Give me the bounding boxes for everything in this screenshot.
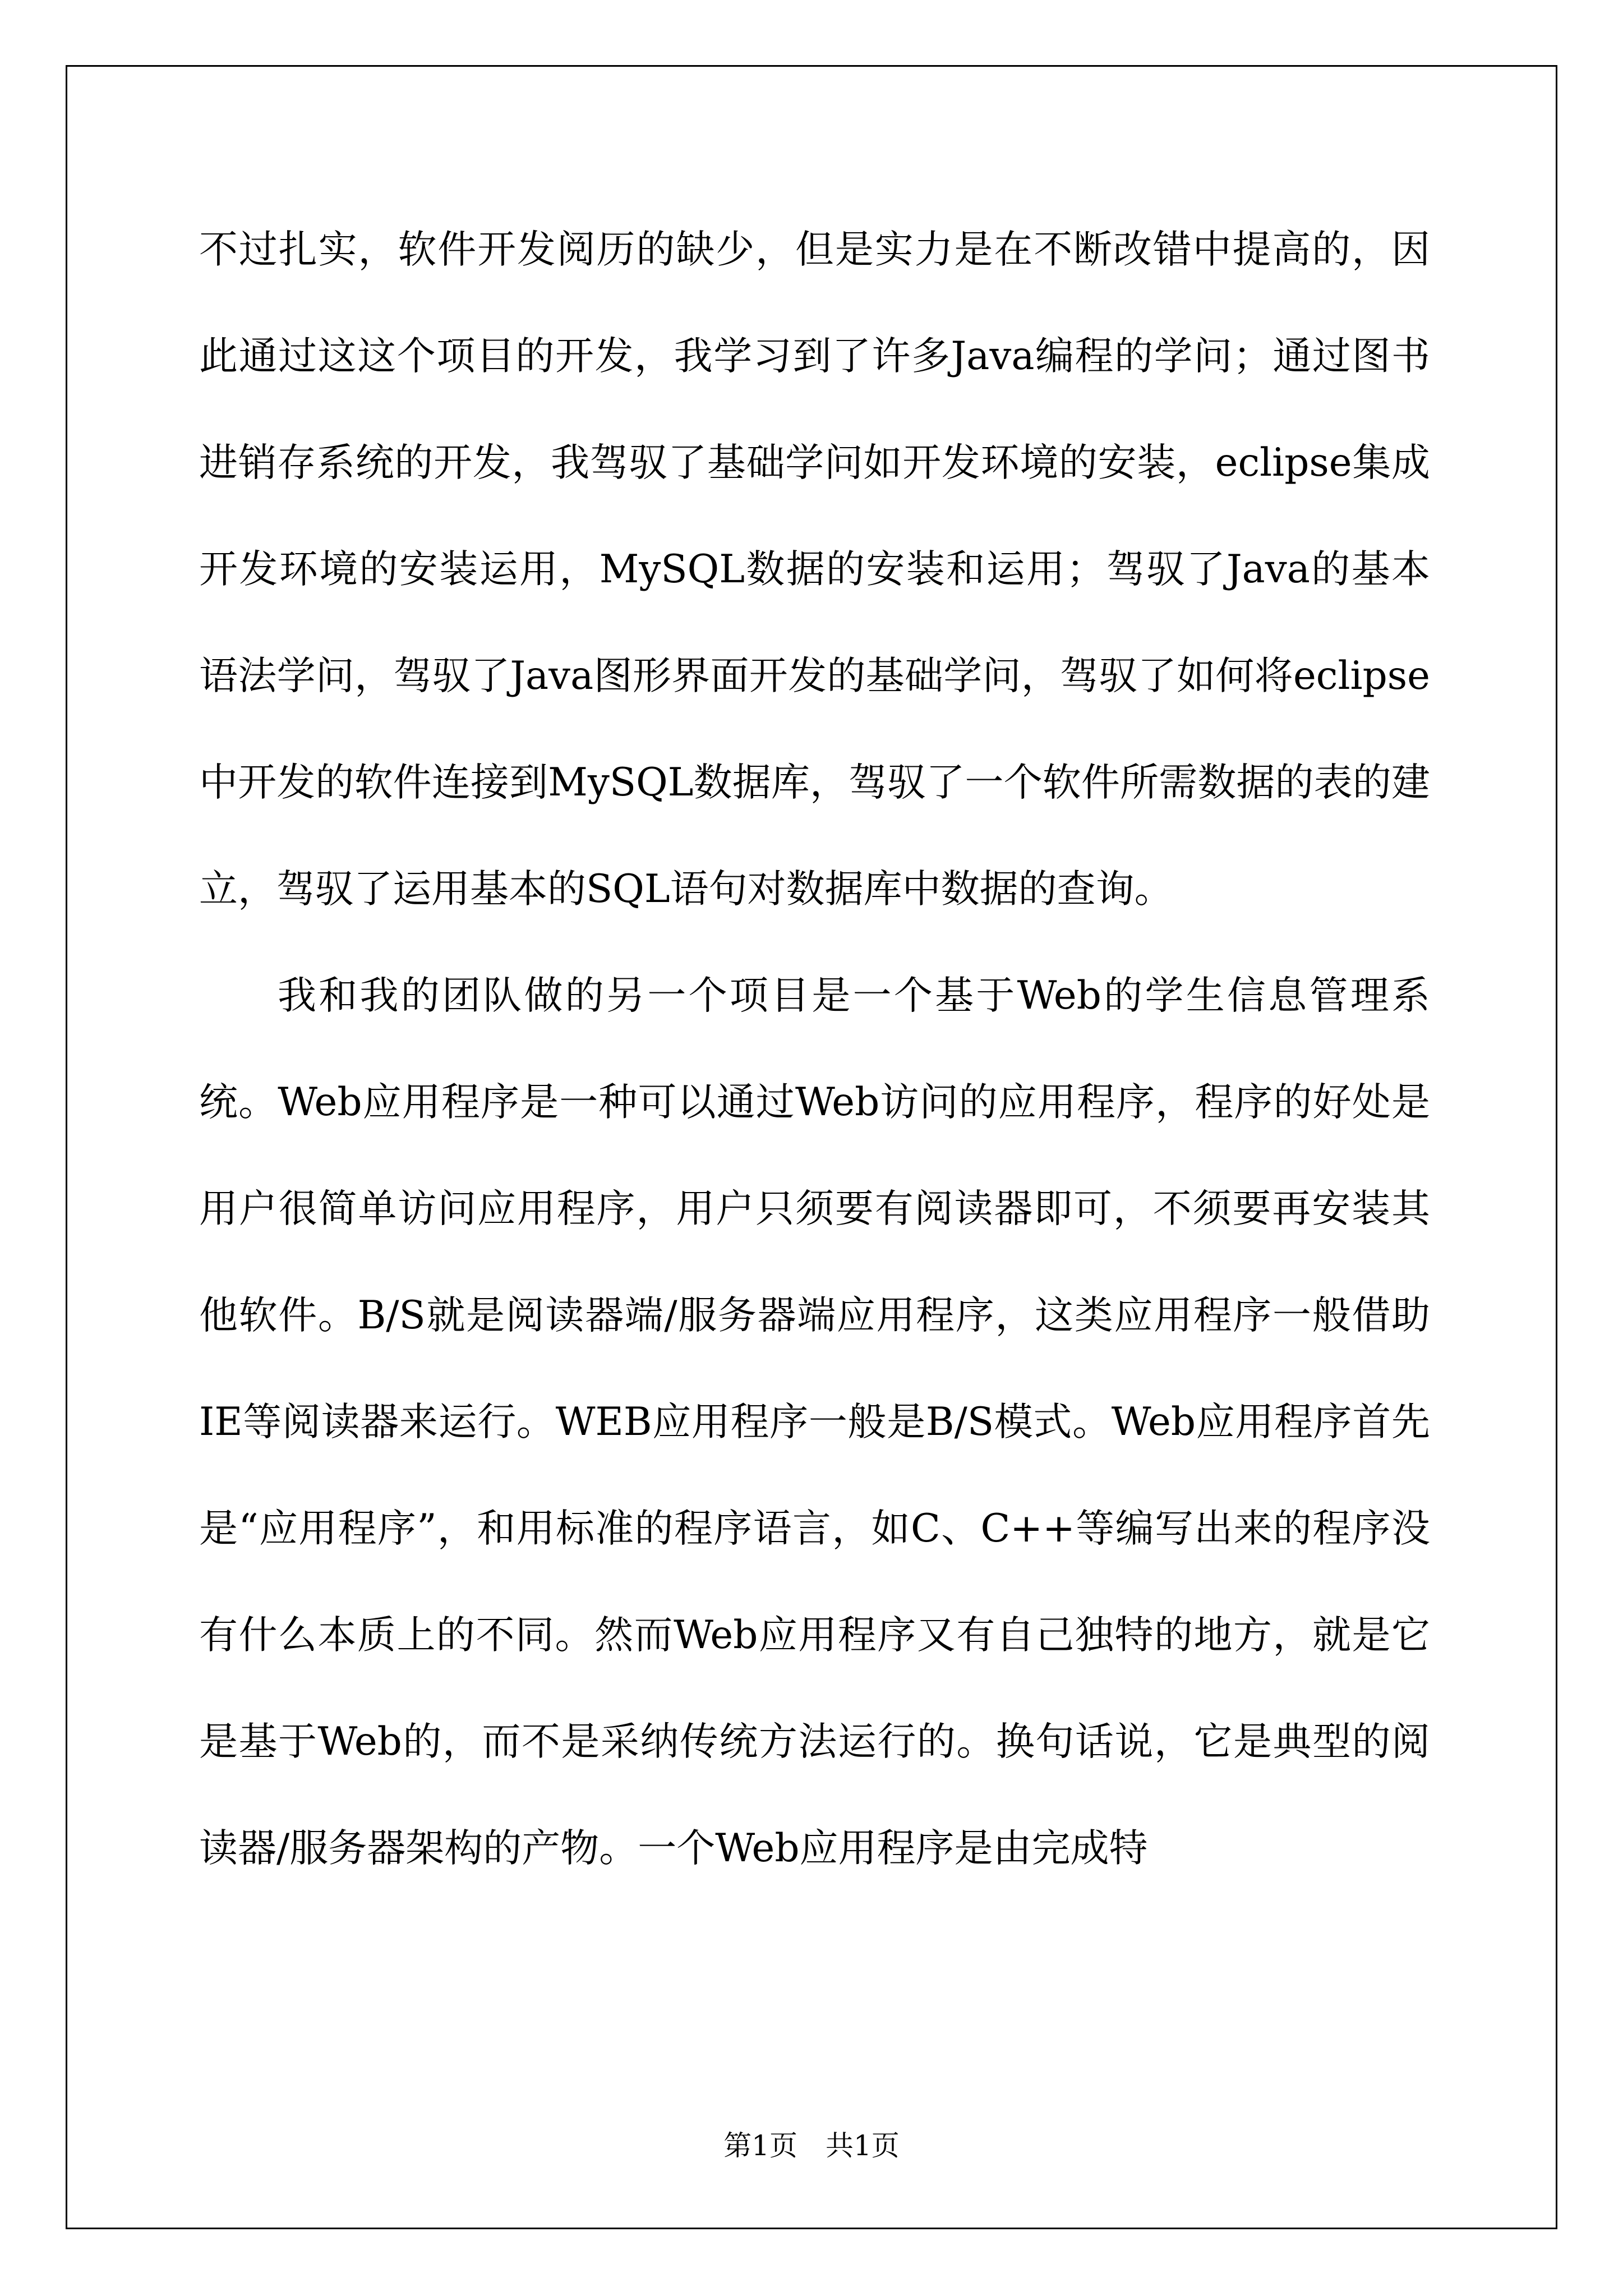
document-body bbox=[199, 196, 1430, 1902]
paragraph-2: 我和我的团队做的另一个项目是一个基于Web的学生信息管理系统。Web应用程序是一种可以通过Web访问的应用程序，程序的好处是用户很简单访问应用程序，用户只须要有阅读器即可，不须要再安装其他软件。B/S就是阅读器端/服务器端应用程序，这类应用程序一般借助IE等阅读器来运行。WEB应用程序一般是B/S模式。Web应用程序首先是“应用程序”，和用标准的程序语言，如C、C++等编写出来的程序没有什么本质上的不同。然而Web应用程序又有自己独特的地方，就是它是基于Web的，而不是采纳传统方法运行的。换句话说，它是典型的阅读器/服务器架构的产物。一个Web应用程序是由完成特 bbox=[199, 973, 1430, 1871]
page-footer: 第1页 共1页 bbox=[723, 2129, 900, 2162]
paragraph-1: 不过扎实，软件开发阅历的缺少，但是实力是在不断改错中提高的，因此通过这这个项目的开发，我学习到了许多Java编程的学问；通过图书进销存系统的开发，我驾驭了基础学问如开发环境的安装，eclipse集成开发环境的安装运用，MySQL数据的安装和运用；驾驭了Java的基本语法学问，驾驭了Java图形界面开发的基础学问，驾驭了如何将eclipse中开发的软件连接到MySQL数据库，驾驭了一个软件所需数据的表的建立，驾驭了运用基本的SQL语句对数据库中数据的查询。 bbox=[199, 227, 1430, 912]
